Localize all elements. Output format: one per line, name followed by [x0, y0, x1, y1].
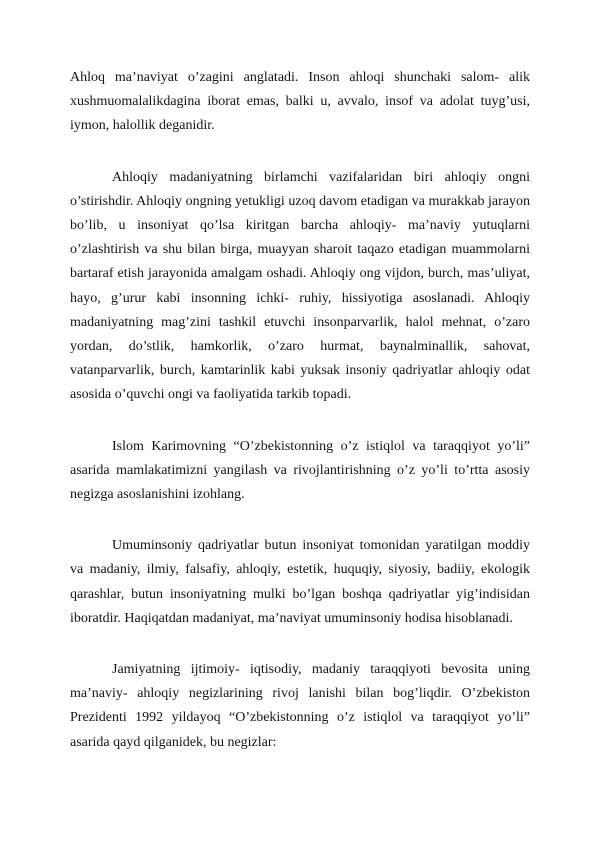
- paragraph-4: Umuminsoniy qadriyatlar butun insoniyat tomonidan yaratilgan moddiy va madaniy, ilmiy, falsafiy, ahloqiy, estetik, huquqiy, siyosiy, badiiy, ekologik qarashlar, butun insoniyatning mulki bo’lgan boshqa qadriyatlar yig’indisidan iboratdir. Haqiqatdan madaniyat, ma’naviyat umuminsoniy hodisa hisoblanadi.: [70, 538, 530, 626]
- paragraph-5: Jamiyatning ijtimoiy- iqtisodiy, madaniy taraqqiyoti bevosita uning ma’naviy- ahloqiy negizlarining rivoj lanishi bilan bog’liqdir. O’zbekiston Prezidenti 1992 yildayoq “O’zbekistonning o’z istiqlol va taraqqiyot yo’li” asarida qayd qilganidek, bu negizlar:: [70, 662, 530, 750]
- paragraph-1: Ahloq ma’naviyat o’zagini anglatadi. Inson ahloqi shunchaki salom- alik xushmuomalalikdagina iborat emas, balki u, avvalo, insof va adolat tuyg’usi, iymon, halollik deganidir.: [70, 70, 530, 134]
- paragraph-3: Islom Karimovning “O’zbekistonning o’z istiqlol va taraqqiyot yo’li” asarida mamlakatimizni yangilash va rivojlantirishning o’z yo’li to’rtta asosiy negizga asoslanishini izohlang.: [70, 438, 530, 503]
- paragraph-2: Ahloqiy madaniyatning birlamchi vazifalaridan biri ahloqiy ongni o’stirishdir. Ahloqiy ongning yetukligi uzoq davom etadigan va murakkab jarayon bo’lib, u insoniyat qo’lsa kiritgan barcha ahloqiy- ma’naviy yutuqlarni o’zlashtirish va shu bilan birga, muayyan sharoit taqazo etadigan muammolarni bartaraf etish jarayonida amalgam oshadi. Ahloqiy ong vijdon, burch, mas’uliyat, hayo, g’urur kabi insonning ichki- ruhiy, hissiyotiga asoslanadi. Ahloqiy madaniyatning mag’zini tashkil etuvchi insonparvarlik, halol mehnat, o’zaro yordan, do’stlik, hamkorlik, o’zaro hurmat, baynalminallik, sahovat, vatanparvarlik, burch, kamtarinlik kabi yuksak insoniy qadriyatlar ahloqiy odat asosida o’quvchi ongi va faoliyatida tarkib topadi.: [70, 169, 530, 403]
- document-page: [70, 66, 530, 755]
